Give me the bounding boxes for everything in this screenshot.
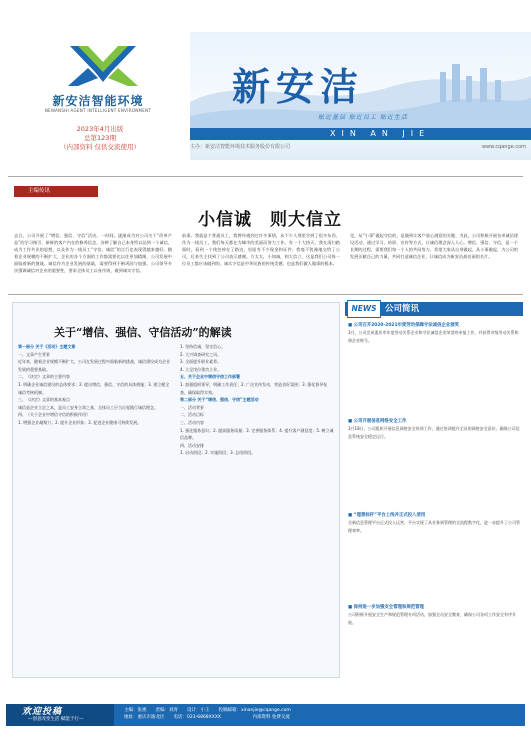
article-paragraph: 三、《决定》文章的基本观点 xyxy=(18,397,70,403)
article-paragraph: 2. 大兴调查研究之风。 xyxy=(180,351,222,357)
issue-date: 2023年4月出版 xyxy=(76,125,124,133)
article-paragraph: 二、《决定》文章的主要内容 xyxy=(18,374,70,380)
news-item xyxy=(348,322,520,344)
news-item xyxy=(348,512,520,534)
website-link[interactable]: www.cqange.com xyxy=(481,144,526,150)
lead-article-col3: 见，从“小事”做起守信的，是做到让客户放心满意的关键。为此，公司积极开展各项诚信建设活动，通过学习、培训、宣传等方式，让诚信理念深入人心。增信、强信、守信，是一个长期的过程，需要我们每一个人的共同努力。希望大家从自身做起，从小事做起，为公司的发展贡献自己的力量，共同打造诚信企业，让诚信成为新安洁最亮丽的名片。 xyxy=(350,233,518,260)
news-item-body: 3月，公司完成重庆市年度劳动关系企业和守法诚信企业荣誉的申报工作，并获得市级劳动关系和谐企业称号。 xyxy=(348,330,519,343)
news-item xyxy=(348,418,520,440)
masthead-info xyxy=(190,142,526,152)
footer-info-line1: 主编：张惠 责编：刘青 设计：小王 投稿邮箱：xinanjie@cqange.com xyxy=(124,708,291,713)
newspaper-slogan: 贴近基层 贴近员工 贴近生活 xyxy=(318,114,408,121)
article-paragraph: 3. 全面提升职业素养。 xyxy=(180,359,222,365)
news-item-body: 公司积极开展安全生产和规范管理专项活动，加强全员安全教育，确保公司各项工作安全有序开展。 xyxy=(348,612,516,625)
article-paragraph: 诚信是企业立足之本，是员工安身立命之基，全体员工应当自觉践行诚信理念。 xyxy=(18,404,158,410)
news-item-title[interactable]: ■ 保持进一步加强安全管理和规范管理 xyxy=(348,605,424,610)
news-item-title[interactable]: ■ “理想标杆”平台上线并正式投入使用 xyxy=(348,513,426,518)
article-paragraph: 近年来，随着企业规模不断扩大，公司在发展过程中面临新的挑战，诚信建设成为企业发展的重要基础。 xyxy=(18,359,170,372)
issue-number: 总第123期 xyxy=(84,134,116,142)
lead-article-title: 小信诚 则大信立 xyxy=(198,210,342,230)
company-name-en: NEWANSHI AGENT INTELLIGENT ENVIRONMENT xyxy=(44,108,152,113)
article-paragraph: 4. 立足岗位建功立业。 xyxy=(180,366,222,372)
article-paragraph: 1. 强化服务意识；2. 提高服务质量；3. 完善服务体系；4. 提升客户满意度；5. 树立诚信品牌。 xyxy=(180,427,334,441)
footer-subtitle: —创意改变生活 赋能于行— xyxy=(28,717,84,722)
logo-area xyxy=(0,0,190,178)
article-paragraph: 1. 明确企业诚信建设的总体要求；2. 提出增信、强信、守信的具体措施；3. 建立健全诚信考核机制。 xyxy=(18,381,170,395)
section-divider xyxy=(8,294,523,295)
lead-article-col2: 前事。我就是个普通员工，我曾经遇到过许多事情，从不少人那里学到了很多东西，作为一线员工，我们每天都在为城市的美丽而努力工作。有一个大热天，我在清扫路面时，看到一个钱包掉在了路边，里面有不少现金和证件。我毫不犹豫地交给了公司，后来失主找到了公司表示感谢。方太太，小知诚，则大信立，这是我们公司每一位员工都应该做到的。诚实守信是中华民族的传统美德，也是我们做人做事的根本。 xyxy=(182,233,340,267)
article-paragraph: 1. 加强组织领导，明确工作责任；2. 广泛宣传发动，营造良好氛围；3. 强化督导检查，确保取得实效。 xyxy=(180,381,328,395)
news-item-title[interactable]: ■ 公司召开2020-2021年度劳动保障守法诚信企业颁奖 xyxy=(348,323,459,328)
sponsor-text: 主办：新安洁智能环境技术服务股份有限公司 xyxy=(190,144,291,150)
section-divider xyxy=(8,176,523,177)
article-title: 关于“增信、强信、守信活动”的解读 xyxy=(54,326,232,339)
article-paragraph: 1. 坚持信诚，坚定信心。 xyxy=(180,344,226,349)
newspaper-title-en: XIN AN JIE xyxy=(330,129,431,138)
article-paragraph: 第二部分 关于“增信、强信、守信”主题活动 xyxy=(180,397,259,403)
footer-call-to-action: 欢迎投稿 xyxy=(22,707,63,717)
article-paragraph: 第一部分 关于《活动》主题文章 xyxy=(18,344,76,349)
newspaper-title: 新安洁 xyxy=(232,64,365,109)
news-item xyxy=(348,604,520,626)
news-item-title[interactable]: ■ 公司开展信息网络安全工作 xyxy=(348,419,407,424)
company-name: 新安洁智能环境 xyxy=(52,94,144,108)
article-col2 xyxy=(180,343,334,457)
article-paragraph: 一、活动背景 xyxy=(180,404,204,410)
article-paragraph: 四、（关于企业中增信守信的积极作用） xyxy=(18,412,90,418)
column-tag: 主编传讯 xyxy=(14,186,98,197)
news-item-body: 全新信息管理平台正式投入运营，平台实现了从业务到管理的全流程数字化，进一步提升了公司管理效率。 xyxy=(348,520,520,533)
news-section-title: 公司简讯 xyxy=(385,304,420,314)
article-paragraph: 五、关于企业中增信守信工作部署 xyxy=(180,374,240,380)
article-paragraph: 四、活动安排 xyxy=(180,442,204,448)
article-paragraph: 一、文章产生背景 xyxy=(18,351,50,357)
article-paragraph: 1. 启动阶段；2. 实施阶段；3. 总结阶段。 xyxy=(180,450,256,456)
lead-article-col1: 去日，公司开展了“增信、强信、守信”活动。一时间，逐渐成为对公司关于“改革产品”的学习指引，新鲜的客户内在的修养信念，各种了解自己本身所以达到一个诚信，成为工作共识的思想，以及作为一线员工“守信、诚信”的言行也表现得越来越好。随着企业规模的不断扩大，企业的各个方面的工作都需要比以往更加精细，公司发展中面临着新的挑战，诚信作为企业发展的基础，需要得到不断巩固与加强。公司领导多次强调诚信对企业的重要性，要求全体员工以身作则，做到诚实守信。 xyxy=(14,233,172,274)
news-item-body: 3月18日，公司组织开展信息网络安全培训工作，通过培训提升全员的网络安全意识，确保公司信息系统安全稳定运行。 xyxy=(348,426,520,439)
article-paragraph: 二、活动目标 xyxy=(180,412,204,418)
article-paragraph: 三、活动内容 xyxy=(180,419,204,425)
company-logo-icon xyxy=(58,44,148,88)
article-paragraph: 1. 增强企业凝聚力；2. 提升企业形象；3. 促进企业健康可持续发展。 xyxy=(18,419,142,425)
article-col1 xyxy=(18,343,172,427)
footer-info-line2: 地址：重庆市渝北区 电话：023-6868XXXX 内部资料 免费交流 xyxy=(124,715,290,720)
news-badge: NEWS xyxy=(347,300,381,318)
issue-note: （内部资料 仅供交流使用） xyxy=(59,143,141,151)
